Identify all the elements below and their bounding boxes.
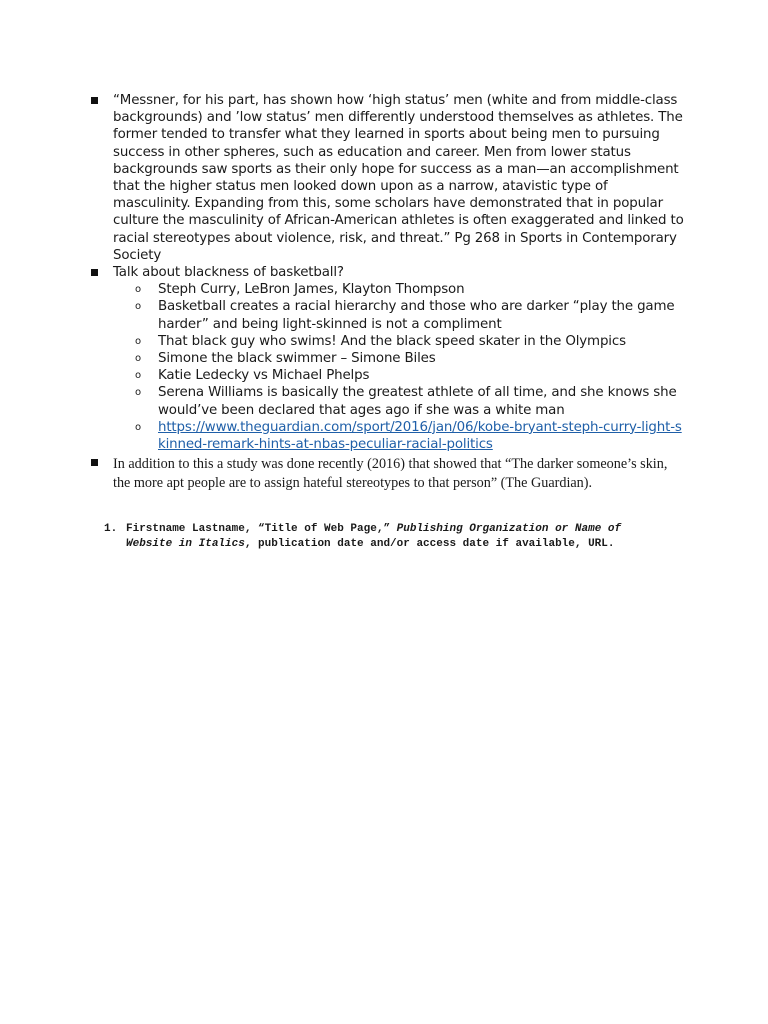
sub-item-text: Basketball creates a racial hierarchy and those who are darker “play the game harder” and being light-skinned is not a compliment xyxy=(158,299,675,332)
square-bullet-icon xyxy=(91,459,98,466)
circle-bullet-icon: o xyxy=(135,421,141,433)
sub-list-item xyxy=(133,333,688,350)
bullet-list xyxy=(88,92,688,493)
circle-bullet-icon: o xyxy=(135,284,141,296)
guardian-article-link[interactable]: https://www.theguardian.com/sport/2016/jan/06/kobe-bryant-steph-curry-light-skinned-remark-hints-at-nbas-peculiar-racial-politics xyxy=(158,419,682,453)
list-item xyxy=(88,264,688,281)
list-item xyxy=(88,92,688,264)
sub-list-item xyxy=(133,419,688,453)
sub-item-text: That black guy who swims! And the black speed skater in the Olympics xyxy=(158,333,626,349)
sub-item-text: Simone the black swimmer – Simone Biles xyxy=(158,351,436,367)
sub-list-item xyxy=(133,367,688,384)
citation-author-title: Firstname Lastname, “Title of Web Page,” xyxy=(126,523,391,535)
sub-item-text: Katie Ledecky vs Michael Phelps xyxy=(158,368,370,384)
sub-list-item xyxy=(133,298,688,332)
circle-bullet-icon: o xyxy=(135,387,141,399)
citation-entry xyxy=(104,522,664,552)
sub-list-item xyxy=(133,281,688,298)
square-bullet-icon xyxy=(91,97,98,104)
sub-list-item xyxy=(133,350,688,367)
list-item xyxy=(88,455,688,493)
sub-list xyxy=(88,281,688,453)
citation-publisher: Publishing Organization or Name of Website in Italics xyxy=(126,523,622,550)
study-text: In addition to this a study was done recently (2016) that showed that “The darker someone’s skin, the more apt people are to assign hateful stereotypes to that person” (The Guardian). xyxy=(113,456,668,492)
sub-list-item xyxy=(133,384,688,418)
circle-bullet-icon: o xyxy=(135,301,141,313)
citation-text xyxy=(104,522,664,552)
citation-details: , publication date and/or access date if available, URL. xyxy=(244,538,615,550)
circle-bullet-icon: o xyxy=(135,353,141,365)
square-bullet-icon xyxy=(91,269,98,276)
quote-text: “Messner, for his part, has shown how ‘high status’ men (white and from middle-class backgrounds) and ’low status’ men differently understood themselves as athletes. The former tended to transfer what they learned in sports about being men to pursuing success in other spheres, such as education and career. Men from lower status backgrounds saw sports as their only hope for success as a man—an accomplishment that the higher status men looked down upon as a narrow, atavistic type of masculinity. Expanding from this, some scholars have demonstrated that in popular culture the masculinity of African-American athletes is often exaggerated and linked to racial stereotypes about violence, risk, and threat.” Pg 268 in Sports in Contemporary Society xyxy=(113,93,684,263)
topic-text: Talk about blackness of basketball? xyxy=(113,265,344,281)
circle-bullet-icon: o xyxy=(135,335,141,347)
sub-item-text: Serena Williams is basically the greatest athlete of all time, and she knows she would’ve been declared that ages ago if she was a white man xyxy=(158,385,677,418)
citation-number: 1. xyxy=(104,523,118,535)
circle-bullet-icon: o xyxy=(135,370,141,382)
sub-item-text: Steph Curry, LeBron James, Klayton Thompson xyxy=(158,282,465,298)
